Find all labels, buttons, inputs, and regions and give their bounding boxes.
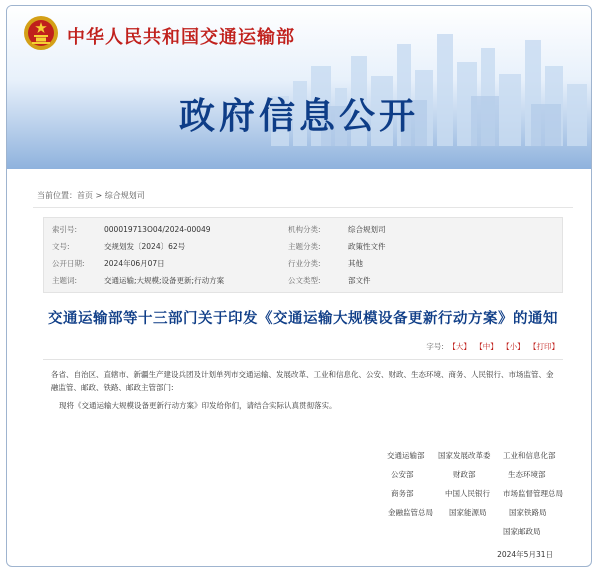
metadata-value: 2024年06月07日 — [104, 259, 165, 268]
signer: 中国人民银行 — [445, 489, 490, 498]
signer: 公安部 — [391, 470, 414, 479]
signer-block — [33, 450, 573, 540]
metadata-value: 其他 — [348, 259, 363, 268]
metadata-row — [44, 272, 562, 289]
signer: 国家能源局 — [449, 508, 487, 517]
metadata-key: 主题词: — [52, 276, 78, 285]
signer: 市场监督管理总局 — [503, 489, 563, 498]
document-addressees: 各省、自治区、直辖市、新疆生产建设兵团及计划单列市交通运输、发展改革、工业和信息化、公安、财政、生态环境、商务、人民银行、市场监管、金融监管、邮政、铁路、邮政主管部门: — [51, 370, 554, 392]
metadata-key: 机构分类: — [288, 225, 321, 234]
national-emblem-icon — [23, 15, 59, 51]
metadata-row — [44, 238, 562, 255]
signer: 金融监管总局 — [388, 508, 433, 517]
font-size-small-button[interactable]: 【小】 — [502, 342, 525, 351]
signer: 国家邮政局 — [503, 527, 541, 536]
site-banner — [7, 6, 591, 169]
ministry-name[interactable]: 中华人民共和国交通运输部 — [67, 27, 295, 48]
main-content — [33, 184, 573, 559]
signer: 财政部 — [453, 470, 476, 479]
breadcrumb-prefix: 当前位置： — [37, 191, 77, 200]
metadata-key: 公文类型: — [288, 276, 321, 285]
font-size-controls — [33, 341, 559, 352]
metadata-value: 000019713O04/2024-00049 — [104, 225, 211, 234]
breadcrumb — [33, 184, 573, 208]
breadcrumb-home-link[interactable]: 首页 — [77, 191, 93, 200]
metadata-key: 索引号: — [52, 225, 78, 234]
signer: 生态环境部 — [508, 470, 546, 479]
metadata-value: 交通运输;大规模;设备更新;行动方案 — [104, 276, 225, 285]
metadata-value: 交规划发〔2024〕62号 — [104, 242, 186, 251]
page-frame — [6, 5, 592, 567]
document-title: 交通运输部等十三部门关于印发《交通运输大规模设备更新行动方案》的通知 — [48, 311, 558, 327]
print-button[interactable]: 【打印】 — [529, 342, 559, 351]
signer: 交通运输部 — [387, 451, 425, 460]
breadcrumb-separator: > — [93, 191, 105, 200]
metadata-key: 公开日期: — [52, 259, 85, 268]
metadata-key: 行业分类: — [288, 259, 321, 268]
breadcrumb-current[interactable]: 综合规划司 — [104, 191, 145, 200]
page-title: 政府信息公开 — [178, 96, 419, 137]
metadata-value: 综合规划司 — [348, 225, 386, 234]
metadata-value: 政策性文件 — [348, 242, 386, 251]
document-paragraph: 现将《交通运输大规模设备更新行动方案》印发给你们，请结合实际认真贯彻落实。 — [59, 401, 337, 410]
signer: 商务部 — [391, 489, 414, 498]
document-date: 2024年5月31日 — [497, 550, 553, 559]
metadata-key: 主题分类: — [288, 242, 321, 251]
metadata-row — [44, 255, 562, 272]
divider — [43, 359, 563, 360]
metadata-row — [44, 221, 562, 238]
metadata-value: 部文件 — [348, 276, 371, 285]
metadata-key: 文号: — [52, 242, 70, 251]
signer: 国家发展改革委 — [438, 451, 491, 460]
signer: 国家铁路局 — [509, 508, 547, 517]
document-metadata-table — [43, 217, 563, 293]
font-size-large-button[interactable]: 【大】 — [448, 342, 471, 351]
signer: 工业和信息化部 — [503, 451, 556, 460]
font-size-label: 字号: — [426, 342, 444, 351]
font-size-medium-button[interactable]: 【中】 — [475, 342, 498, 351]
